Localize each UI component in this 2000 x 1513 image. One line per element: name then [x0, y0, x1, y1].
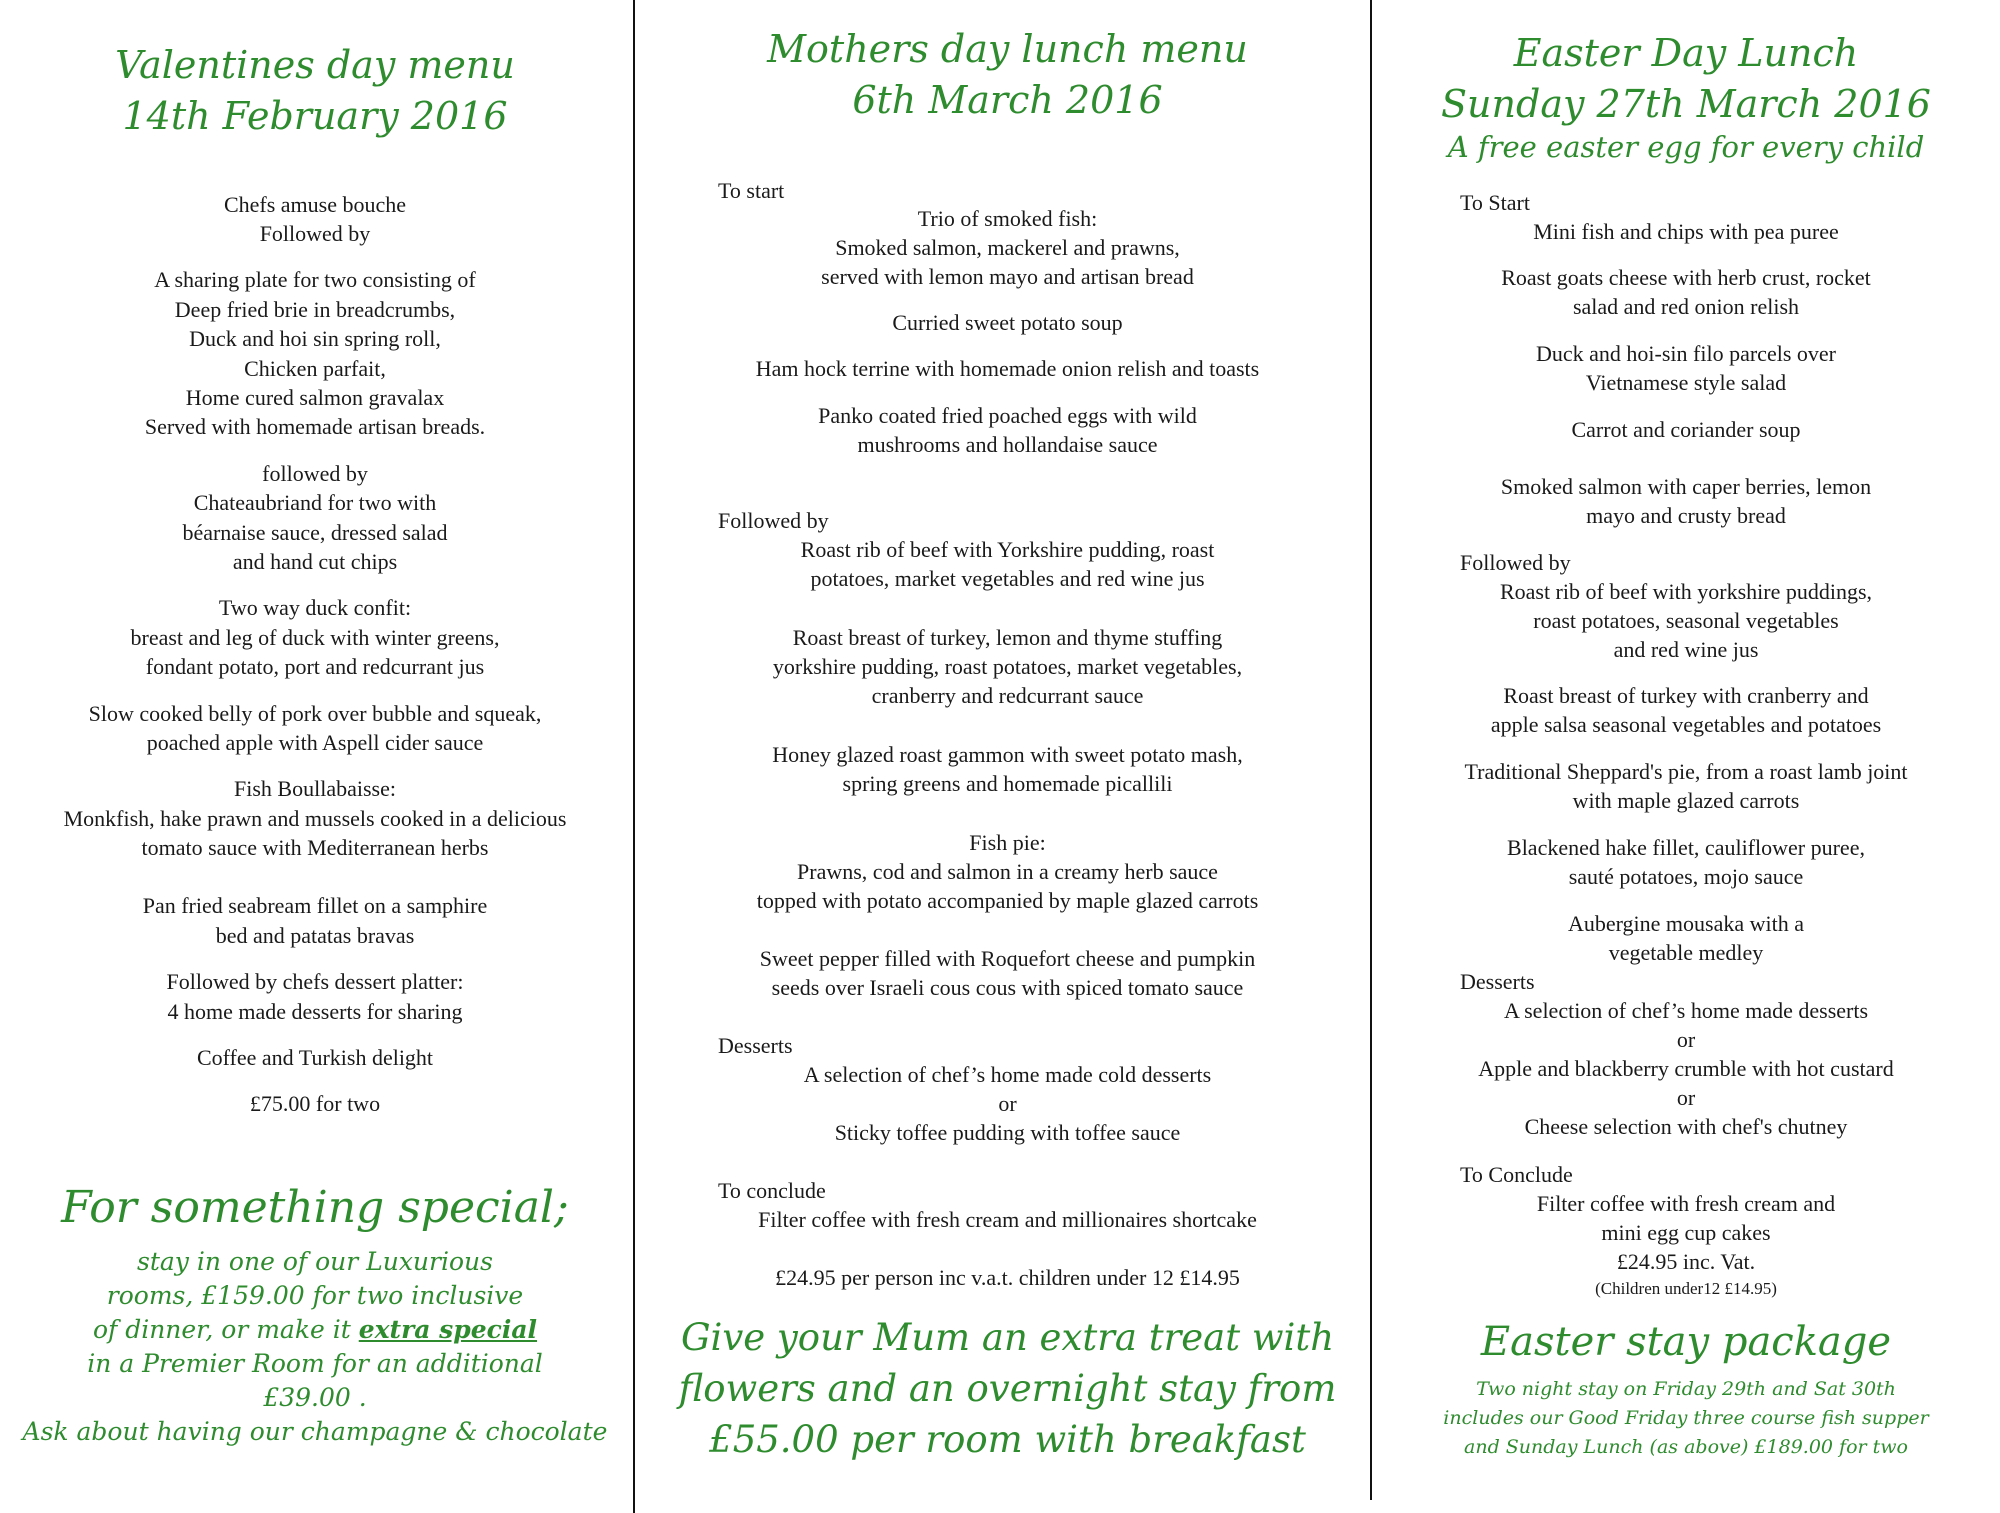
promo-text: of dinner, or make it: [92, 1315, 359, 1344]
mothers-day-date: 6th March 2016: [852, 78, 1163, 122]
duck-confit-line: Two way duck confit:: [218, 595, 412, 620]
ham-hock-terrine: Ham hock terrine with homemade onion relish and toasts: [755, 356, 1260, 381]
duck-confit-line: fondant potato, port and redcurrant jus: [145, 654, 485, 679]
dessert-or: or: [998, 1091, 1017, 1116]
mum-treat-promo-line: flowers and an overnight stay from: [678, 1367, 1337, 1410]
luxury-room-promo-line: [0, 1313, 630, 1347]
easter-lunch-menu: [1372, 0, 2000, 1513]
section-label-followed-by: Followed by: [1460, 550, 1571, 575]
smoked-fish-line: served with lemon mayo and artisan bread: [821, 264, 1194, 289]
roast-beef-line: and red wine jus: [1613, 637, 1759, 662]
chateaubriand-line: béarnaise sauce, dressed salad: [182, 520, 448, 545]
dessert-line: Apple and blackberry crumble with hot custard: [1478, 1056, 1894, 1081]
coffee-turkish-delight: Coffee and Turkish delight: [196, 1045, 434, 1070]
amuse-bouche: Chefs amuse bouche: [223, 192, 407, 217]
dessert-platter-line: 4 home made desserts for sharing: [167, 999, 463, 1024]
easter-price: £24.95 inc. Vat.: [1616, 1249, 1756, 1274]
gammon-line: Honey glazed roast gammon with sweet potato mash,: [772, 742, 1243, 767]
mini-fish-chips: Mini fish and chips with pea puree: [1533, 219, 1839, 244]
fish-pie-line: Fish pie:: [969, 830, 1046, 855]
luxury-room-promo-line: in a Premier Room for an additional: [87, 1349, 543, 1378]
filter-coffee-line: mini egg cup cakes: [1601, 1220, 1771, 1245]
champagne-promo-line: Ask about having our champagne & chocolate: [22, 1417, 608, 1446]
section-label-to-conclude: To conclude: [718, 1178, 826, 1203]
gammon-line: spring greens and homemade picallili: [842, 771, 1173, 796]
mum-treat-promo-line: Give your Mum an extra treat with: [680, 1316, 1335, 1359]
valentines-date: 14th February 2016: [122, 94, 508, 138]
hake-fillet-line: Blackened hake fillet, cauliflower puree,: [1507, 835, 1865, 860]
sweet-potato-soup: Curried sweet potato soup: [892, 310, 1123, 335]
easter-stay-promo-line: includes our Good Friday three course fish supper: [1443, 1407, 1929, 1429]
sharing-plate-line: A sharing plate for two consisting of: [154, 267, 476, 292]
smoked-salmon-line: mayo and crusty bread: [1586, 503, 1786, 528]
dessert-line: A selection of chef’s home made cold desserts: [803, 1062, 1212, 1087]
sharing-plate-line: Duck and hoi sin spring roll,: [189, 326, 441, 351]
sharing-plate-line: Deep fried brie in breadcrumbs,: [174, 297, 456, 322]
smoked-salmon-line: Smoked salmon with caper berries, lemon: [1500, 474, 1872, 499]
seabream-line: bed and patatas bravas: [215, 923, 415, 948]
boullabaisse-line: Monkfish, hake prawn and mussels cooked in a delicious: [63, 806, 567, 831]
sharing-plate-line: Served with homemade artisan breads.: [144, 414, 486, 439]
duck-filo-line: Duck and hoi-sin filo parcels over: [1536, 341, 1836, 366]
easter-stay-promo-line: Two night stay on Friday 29th and Sat 30th: [1476, 1378, 1896, 1400]
roast-beef-line: roast potatoes, seasonal vegetables: [1533, 608, 1839, 633]
dessert-line: Cheese selection with chef's chutney: [1524, 1114, 1848, 1139]
something-special-heading: For something special;: [61, 1182, 569, 1233]
roast-beef-line: Roast rib of beef with Yorkshire pudding, roast: [800, 537, 1215, 562]
roast-beef-line: potatoes, market vegetables and red wine jus: [810, 566, 1205, 591]
luxury-room-promo-line: rooms, £159.00 for two inclusive: [106, 1281, 524, 1310]
roast-turkey-line: Roast breast of turkey, lemon and thyme stuffing: [792, 625, 1223, 650]
valentines-title: Valentines day menu: [115, 43, 515, 87]
sweet-pepper-line: Sweet pepper filled with Roquefort cheese and pumpkin: [759, 946, 1256, 971]
goats-cheese-line: Roast goats cheese with herb crust, rocket: [1501, 265, 1871, 290]
section-label-followed-by: Followed by: [718, 508, 829, 533]
chateaubriand-line: and hand cut chips: [232, 549, 398, 574]
panko-eggs-line: mushrooms and hollandaise sauce: [857, 432, 1158, 457]
section-label-to-start: To Start: [1460, 190, 1530, 215]
mothers-day-menu: [635, 0, 1380, 1513]
dessert-line: Sticky toffee pudding with toffee sauce: [834, 1120, 1181, 1145]
pork-belly-line: poached apple with Aspell cider sauce: [146, 730, 484, 755]
mousaka-line: Aubergine mousaka with a: [1567, 911, 1805, 936]
duck-confit-line: breast and leg of duck with winter greens,: [130, 625, 500, 650]
boullabaisse-line: Fish Boullabaisse:: [234, 776, 396, 801]
followed-by: Followed by: [259, 221, 371, 246]
chateaubriand-line: Chateaubriand for two with: [193, 490, 437, 515]
boullabaisse-line: tomato sauce with Mediterranean herbs: [141, 835, 489, 860]
filter-coffee: Filter coffee with fresh cream and millionaires shortcake: [758, 1207, 1257, 1232]
duck-filo-line: Vietnamese style salad: [1585, 370, 1787, 395]
easter-date: Sunday 27th March 2016: [1441, 82, 1931, 126]
section-label-to-conclude: To Conclude: [1460, 1162, 1573, 1187]
easter-egg-subtitle: A free easter egg for every child: [1447, 130, 1925, 164]
roast-turkey-line: yorkshire pudding, roast potatoes, market vegetables,: [772, 654, 1243, 679]
sheppards-pie-line: Traditional Sheppard's pie, from a roast lamb joint: [1464, 759, 1908, 784]
luxury-room-promo-line: £39.00 .: [263, 1383, 367, 1412]
section-label-desserts: Desserts: [718, 1033, 793, 1058]
sheppards-pie-line: with maple glazed carrots: [1572, 788, 1800, 813]
section-label-desserts: Desserts: [1460, 969, 1535, 994]
section-label-to-start: To start: [718, 178, 785, 203]
dessert-or: or: [1676, 1027, 1696, 1052]
filter-coffee-line: Filter coffee with fresh cream and: [1536, 1191, 1836, 1216]
mothers-day-price: £24.95 per person inc v.a.t. children under 12 £14.95: [775, 1265, 1240, 1290]
luxury-room-promo-line: stay in one of our Luxurious: [137, 1247, 493, 1276]
smoked-fish-line: Trio of smoked fish:: [917, 206, 1098, 231]
dessert-line: A selection of chef’s home made desserts: [1503, 998, 1869, 1023]
fish-pie-line: topped with potato accompanied by maple glazed carrots: [756, 888, 1259, 913]
children-price: (Children under12 £14.95): [1595, 1279, 1777, 1298]
easter-stay-heading: Easter stay package: [1480, 1319, 1892, 1365]
roast-turkey-line: Roast breast of turkey with cranberry and: [1503, 683, 1869, 708]
carrot-soup: Carrot and coriander soup: [1571, 417, 1801, 442]
hake-fillet-line: sauté potatoes, mojo sauce: [1568, 864, 1804, 889]
roast-beef-line: Roast rib of beef with yorkshire puddings,: [1499, 579, 1873, 604]
valentines-price: £75.00 for two: [249, 1091, 381, 1116]
easter-title: Easter Day Lunch: [1513, 31, 1859, 75]
valentines-menu: [0, 0, 630, 1513]
easter-stay-promo-line: and Sunday Lunch (as above) £189.00 for two: [1464, 1436, 1908, 1458]
smoked-fish-line: Smoked salmon, mackerel and prawns,: [835, 235, 1180, 260]
goats-cheese-line: salad and red onion relish: [1572, 294, 1800, 319]
fish-pie-line: Prawns, cod and salmon in a creamy herb sauce: [797, 859, 1218, 884]
mothers-day-title: Mothers day lunch menu: [767, 27, 1248, 71]
sharing-plate-line: Home cured salmon gravalax: [185, 385, 445, 410]
extra-special-emphasis: extra special: [358, 1315, 538, 1344]
pork-belly-line: Slow cooked belly of pork over bubble and squeak,: [88, 701, 542, 726]
panko-eggs-line: Panko coated fried poached eggs with wild: [818, 403, 1197, 428]
sharing-plate-line: Chicken parfait,: [244, 356, 386, 381]
sweet-pepper-line: seeds over Israeli cous cous with spiced tomato sauce: [771, 975, 1244, 1000]
chateaubriand-line: followed by: [262, 461, 368, 486]
roast-turkey-line: apple salsa seasonal vegetables and potatoes: [1490, 712, 1882, 737]
roast-turkey-line: cranberry and redcurrant sauce: [871, 683, 1144, 708]
dessert-or: or: [1676, 1085, 1696, 1110]
mousaka-line: vegetable medley: [1608, 940, 1764, 965]
dessert-platter-line: Followed by chefs dessert platter:: [166, 969, 464, 994]
mum-treat-promo-line: £55.00 per room with breakfast: [709, 1418, 1306, 1461]
seabream-line: Pan fried seabream fillet on a samphire: [142, 893, 488, 918]
